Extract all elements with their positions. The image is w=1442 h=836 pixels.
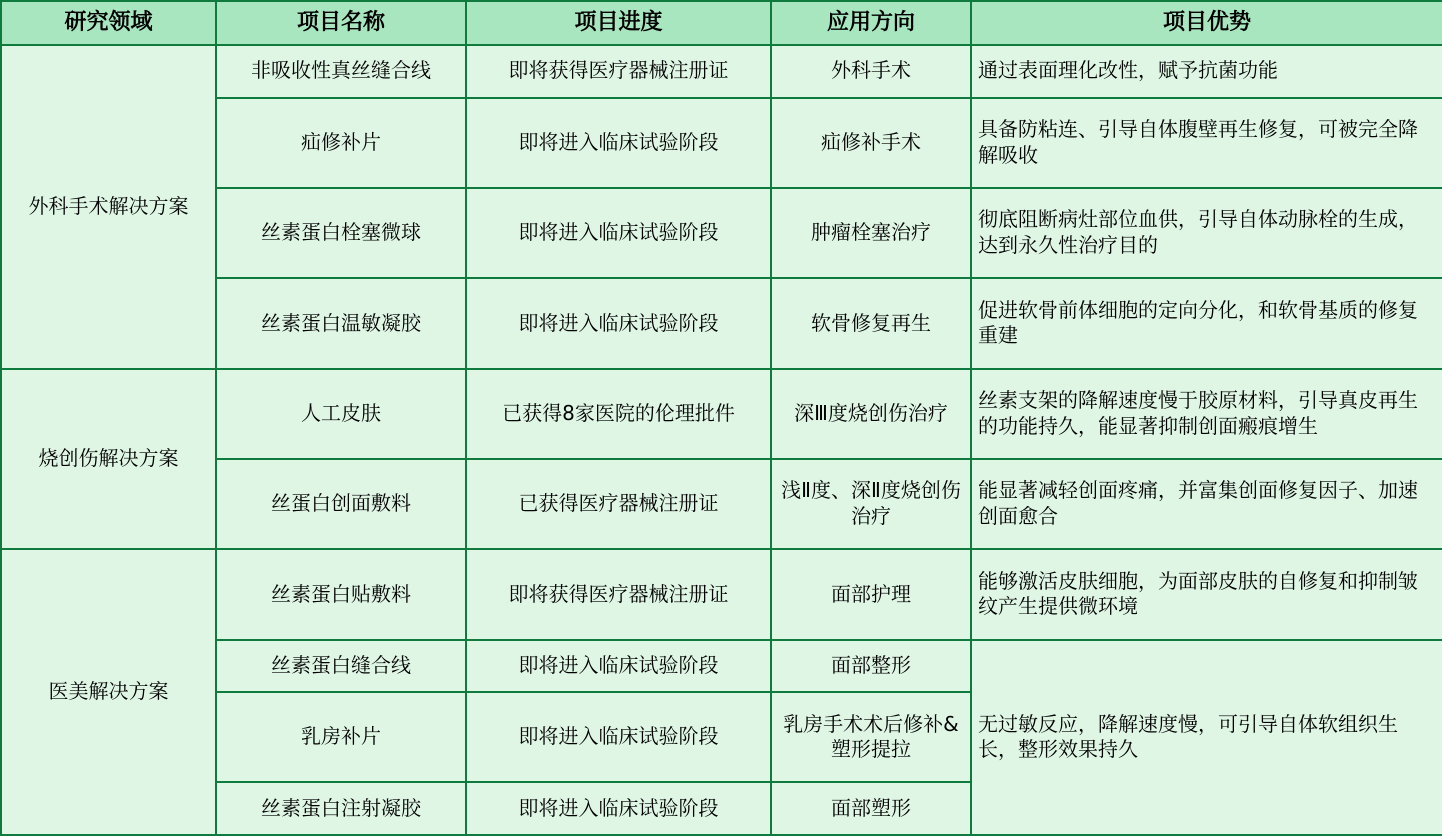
application-direction-cell: 浅Ⅱ度、深Ⅱ度烧创伤治疗 [771,459,971,549]
project-progress-cell: 已获得8家医院的伦理批件 [466,369,771,459]
project-name-cell: 丝素蛋白贴敷料 [216,549,466,639]
project-progress-cell: 即将进入临床试验阶段 [466,692,771,782]
application-direction-cell: 面部护理 [771,549,971,639]
group-area-cell: 外科手术解决方案 [1,45,216,369]
column-header-research-area: 研究领域 [1,1,216,45]
project-progress-cell: 即将获得医疗器械注册证 [466,45,771,98]
project-name-cell: 非吸收性真丝缝合线 [216,45,466,98]
project-name-cell: 丝素蛋白缝合线 [216,640,466,693]
project-name-cell: 丝素蛋白栓塞微球 [216,188,466,278]
project-advantage-cell: 促进软骨前体细胞的定向分化，和软骨基质的修复重建 [971,278,1442,368]
table-row [1,459,1442,549]
application-direction-cell: 面部塑形 [771,782,971,835]
project-name-cell: 丝素蛋白温敏凝胶 [216,278,466,368]
table-header-row [1,1,1442,45]
table-row [1,369,1442,459]
project-progress-cell: 即将获得医疗器械注册证 [466,549,771,639]
column-header-application-direction: 应用方向 [771,1,971,45]
project-advantage-cell: 丝素支架的降解速度慢于胶原材料，引导真皮再生的功能持久，能显著抑制创面瘢痕增生 [971,369,1442,459]
project-advantage-cell: 能显著减轻创面疼痛，并富集创面修复因子、加速创面愈合 [971,459,1442,549]
project-name-cell: 丝蛋白创面敷料 [216,459,466,549]
application-direction-cell: 面部整形 [771,640,971,693]
project-advantage-cell: 通过表面理化改性，赋予抗菌功能 [971,45,1442,98]
project-advantage-cell: 具备防粘连、引导自体腹壁再生修复，可被完全降解吸收 [971,98,1442,188]
table-row [1,45,1442,98]
project-advantage-cell: 彻底阻断病灶部位血供，引导自体动脉栓的生成，达到永久性治疗目的 [971,188,1442,278]
project-progress-cell: 即将进入临床试验阶段 [466,188,771,278]
table-row [1,98,1442,188]
application-direction-cell: 外科手术 [771,45,971,98]
project-name-cell: 丝素蛋白注射凝胶 [216,782,466,835]
project-name-cell: 乳房补片 [216,692,466,782]
group-area-cell: 医美解决方案 [1,549,216,835]
column-header-project-advantage: 项目优势 [971,1,1442,45]
column-header-project-name: 项目名称 [216,1,466,45]
table-row [1,549,1442,639]
application-direction-cell: 深Ⅲ度烧创伤治疗 [771,369,971,459]
table-row [1,640,1442,693]
table-row [1,188,1442,278]
group-area-cell: 烧创伤解决方案 [1,369,216,550]
project-name-cell: 疝修补片 [216,98,466,188]
application-direction-cell: 乳房手术术后修补&塑形提拉 [771,692,971,782]
project-name-cell: 人工皮肤 [216,369,466,459]
project-advantage-cell: 无过敏反应，降解速度慢，可引导自体软组织生长，整形效果持久 [971,640,1442,835]
table-row [1,278,1442,368]
application-direction-cell: 肿瘤栓塞治疗 [771,188,971,278]
application-direction-cell: 软骨修复再生 [771,278,971,368]
project-progress-cell: 即将进入临床试验阶段 [466,98,771,188]
project-progress-cell: 即将进入临床试验阶段 [466,278,771,368]
project-progress-cell: 即将进入临床试验阶段 [466,640,771,693]
project-progress-cell: 即将进入临床试验阶段 [466,782,771,835]
column-header-project-progress: 项目进度 [466,1,771,45]
project-advantage-cell: 能够激活皮肤细胞，为面部皮肤的自修复和抑制皱纹产生提供微环境 [971,549,1442,639]
project-progress-cell: 已获得医疗器械注册证 [466,459,771,549]
application-direction-cell: 疝修补手术 [771,98,971,188]
